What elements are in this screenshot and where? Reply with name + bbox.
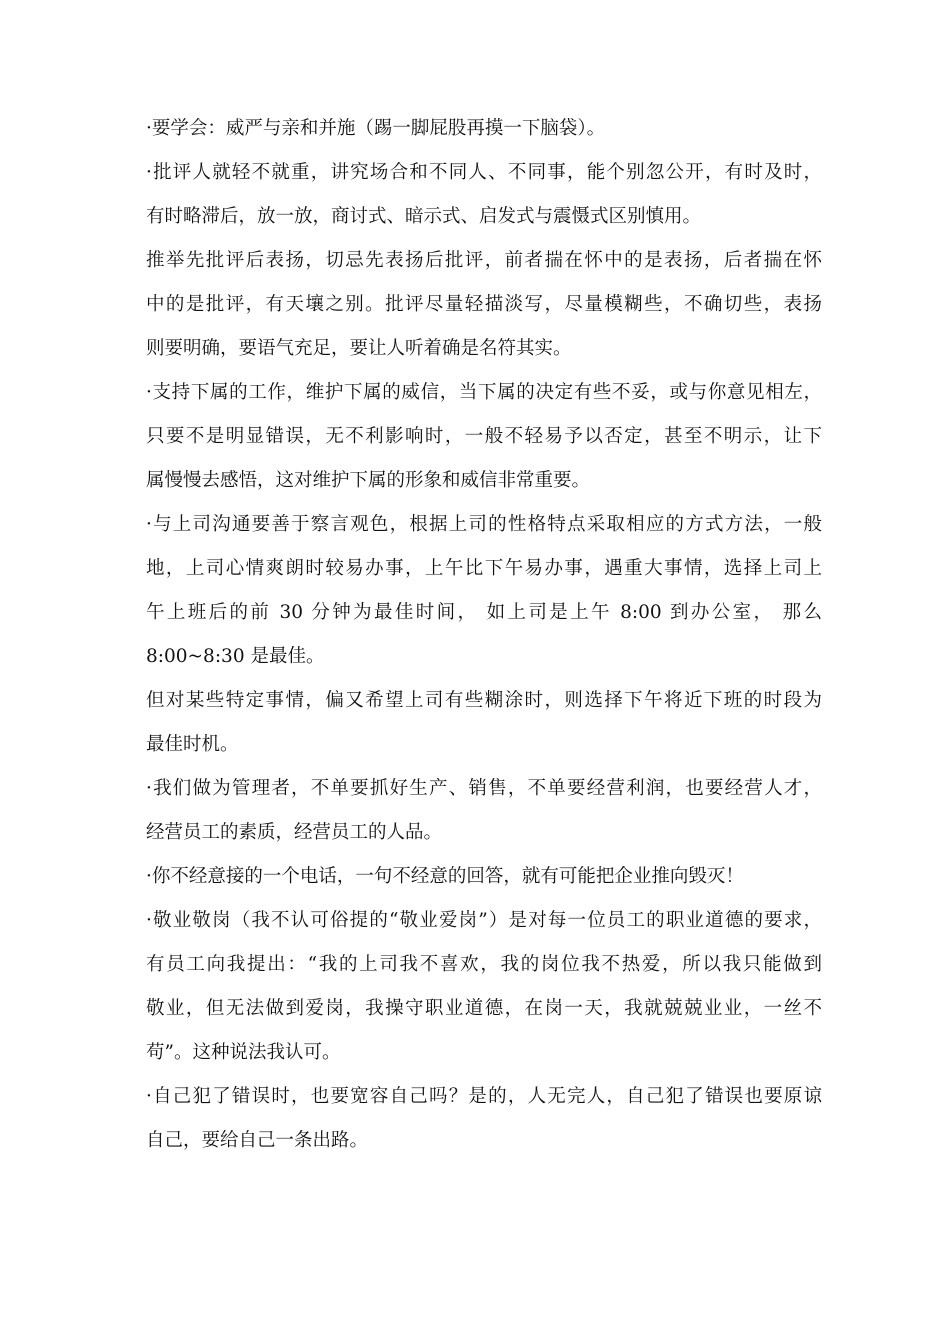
text-line: 地，上司心情爽朗时较易办事，上午比下午易办事，遇重大事情，选择上司上 xyxy=(146,558,822,579)
text-line: 自己，要给自己一条出路。 xyxy=(146,1130,369,1151)
paragraph xyxy=(146,773,822,861)
text-line: ·你不经意接的一个电话，一句不经意的回答，就有可能把企业推向毁灭！ xyxy=(146,866,744,887)
paragraph xyxy=(146,245,822,377)
paragraph xyxy=(146,861,822,905)
paragraph xyxy=(146,377,822,509)
text-line: ·我们做为管理者，不单要抓好生产、销售，不单要经营利润，也要经营人才， xyxy=(146,778,822,799)
text-line: 最佳时机。 xyxy=(146,734,239,755)
text-line: 属慢慢去感悟，这对维护下属的形象和威信非常重要。 xyxy=(146,470,591,491)
text-line: ·要学会：威严与亲和并施（踢一脚屁股再摸一下脑袋）。 xyxy=(146,118,606,139)
text-line: 但对某些特定事情，偏又希望上司有些糊涂时，则选择下午将近下班的时段为 xyxy=(146,690,822,711)
text-line: 有时略滞后，放一放，商讨式、暗示式、启发式与震慑式区别慎用。 xyxy=(146,206,702,227)
text-line: 推举先批评后表扬，切忌先表扬后批评，前者揣在怀中的是表扬，后者揣在怀 xyxy=(146,250,822,271)
text-line: ·与上司沟通要善于察言观色，根据上司的性格特点采取相应的方式方法，一般 xyxy=(146,514,822,535)
text-line: 只要不是明显错误，无不利影响时，一般不轻易予以否定，甚至不明示，让下 xyxy=(146,426,822,447)
text-line: ·批评人就轻不就重，讲究场合和不同人、不同事，能个别忽公开，有时及时， xyxy=(146,162,822,183)
text-line: 午上班后的前 30 分钟为最佳时间， 如上司是上午 8:00 到办公室， 那么 xyxy=(146,602,822,623)
document-page xyxy=(146,113,822,1169)
paragraph xyxy=(146,157,822,245)
paragraph xyxy=(146,1081,822,1169)
paragraph xyxy=(146,113,822,157)
text-line: ·自己犯了错误时，也要宽容自己吗？是的，人无完人，自己犯了错误也要原谅 xyxy=(146,1086,822,1107)
text-line: 有员工向我提出：“我的上司我不喜欢，我的岗位我不热爱，所以我只能做到 xyxy=(146,954,822,975)
paragraph xyxy=(146,509,822,685)
text-line: 则要明确，要语气充足，要让人听着确是名符其实。 xyxy=(146,338,572,359)
paragraph xyxy=(146,685,822,773)
paragraph xyxy=(146,905,822,1081)
text-line: 苟”。这种说法我认可。 xyxy=(146,1042,341,1063)
text-line: ·敬业敬岗（我不认可俗提的“敬业爱岗”）是对每一位员工的职业道德的要求， xyxy=(146,910,822,931)
text-line: ·支持下属的工作，维护下属的威信，当下属的决定有些不妥，或与你意见相左， xyxy=(146,382,822,403)
text-line: 经营员工的素质，经营员工的人品。 xyxy=(146,822,443,843)
text-line: 敬业，但无法做到爱岗，我操守职业道德，在岗一天，我就兢兢业业，一丝不 xyxy=(146,998,822,1019)
text-line: 8:00~8:30 是最佳。 xyxy=(146,646,325,667)
text-line: 中的是批评，有天壤之别。批评尽量轻描淡写，尽量模糊些，不确切些，表扬 xyxy=(146,294,822,315)
